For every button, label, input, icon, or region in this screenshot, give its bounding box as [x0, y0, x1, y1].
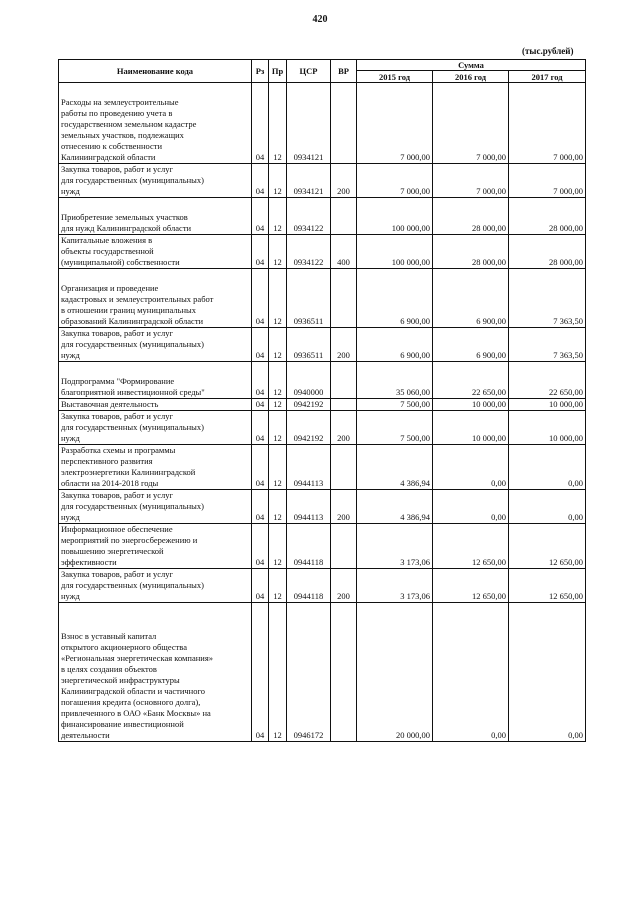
row-rz: 04 [252, 603, 269, 742]
row-csr: 0934122 [287, 198, 331, 235]
row-vr [331, 603, 357, 742]
row-sum-2015: 20 000,00 [357, 603, 433, 742]
row-csr: 0944118 [287, 569, 331, 603]
row-sum-2016: 6 900,00 [433, 269, 509, 328]
row-name: Закупка товаров, работ и услуг для государственных (муниципальных) нужд [59, 569, 252, 603]
row-rz: 04 [252, 198, 269, 235]
row-pr: 12 [269, 164, 287, 198]
row-rz: 04 [252, 445, 269, 490]
table-row [59, 524, 586, 569]
row-csr: 0946172 [287, 603, 331, 742]
row-rz: 04 [252, 524, 269, 569]
row-sum-2017: 0,00 [509, 490, 586, 524]
row-sum-2016: 10 000,00 [433, 399, 509, 411]
row-sum-2015: 7 000,00 [357, 83, 433, 164]
row-vr [331, 399, 357, 411]
row-sum-2017: 7 000,00 [509, 164, 586, 198]
row-sum-2017: 12 650,00 [509, 524, 586, 569]
row-csr: 0944113 [287, 490, 331, 524]
table-row [59, 490, 586, 524]
row-sum-2017: 7 000,00 [509, 83, 586, 164]
row-pr: 12 [269, 524, 287, 569]
row-sum-2016: 0,00 [433, 490, 509, 524]
row-csr: 0940000 [287, 362, 331, 399]
row-pr: 12 [269, 269, 287, 328]
row-sum-2016: 28 000,00 [433, 235, 509, 269]
row-sum-2015: 100 000,00 [357, 235, 433, 269]
row-pr: 12 [269, 490, 287, 524]
row-vr: 400 [331, 235, 357, 269]
row-sum-2016: 10 000,00 [433, 411, 509, 445]
row-sum-2015: 3 173,06 [357, 569, 433, 603]
row-sum-2015: 4 386,94 [357, 490, 433, 524]
header-sum: Сумма [357, 60, 586, 71]
header-name: Наименование кода [59, 60, 252, 83]
row-pr: 12 [269, 235, 287, 269]
row-sum-2015: 35 060,00 [357, 362, 433, 399]
row-rz: 04 [252, 569, 269, 603]
row-csr: 0942192 [287, 411, 331, 445]
row-vr: 200 [331, 328, 357, 362]
row-sum-2017: 28 000,00 [509, 235, 586, 269]
row-sum-2016: 12 650,00 [433, 569, 509, 603]
row-sum-2015: 7 500,00 [357, 411, 433, 445]
row-pr: 12 [269, 83, 287, 164]
row-pr: 12 [269, 362, 287, 399]
table-row [59, 198, 586, 235]
row-sum-2017: 12 650,00 [509, 569, 586, 603]
row-sum-2016: 7 000,00 [433, 83, 509, 164]
row-vr [331, 198, 357, 235]
row-csr: 0944113 [287, 445, 331, 490]
row-csr: 0936511 [287, 328, 331, 362]
row-name: Приобретение земельных участков для нужд Калининградской области [59, 198, 252, 235]
row-vr: 200 [331, 490, 357, 524]
row-rz: 04 [252, 235, 269, 269]
row-sum-2017: 7 363,50 [509, 328, 586, 362]
units-label: (тыс.рублей) [522, 46, 574, 56]
row-sum-2016: 7 000,00 [433, 164, 509, 198]
row-sum-2017: 10 000,00 [509, 399, 586, 411]
table-row [59, 235, 586, 269]
table-body [59, 83, 586, 742]
row-name: Подпрограмма "Формирование благоприятной инвестиционной среды" [59, 362, 252, 399]
header-2017: 2017 год [509, 71, 586, 83]
row-csr: 0936511 [287, 269, 331, 328]
row-sum-2016: 12 650,00 [433, 524, 509, 569]
table-row [59, 269, 586, 328]
budget-table [58, 59, 586, 742]
row-pr: 12 [269, 411, 287, 445]
table-row [59, 328, 586, 362]
row-vr [331, 445, 357, 490]
row-sum-2015: 6 900,00 [357, 328, 433, 362]
row-pr: 12 [269, 198, 287, 235]
row-name: Закупка товаров, работ и услуг для государственных (муниципальных) нужд [59, 164, 252, 198]
header-2015: 2015 год [357, 71, 433, 83]
row-name: Взнос в уставный капитал открытого акционерного общества «Региональная энергетическая компания» в целях создания объектов энергетической инфраструктуры Калининградской области и частичного погашения кредита (основного долга), привлеченного в ОАО «Банк Москвы» на финансирование инвестиционной деятельности [59, 603, 252, 742]
table-row [59, 569, 586, 603]
table-row [59, 399, 586, 411]
page-number: 420 [312, 14, 328, 25]
row-name: Информационное обеспечение мероприятий по энергосбережению и повышению энергетической эффективности [59, 524, 252, 569]
row-rz: 04 [252, 328, 269, 362]
row-pr: 12 [269, 603, 287, 742]
table-row [59, 411, 586, 445]
row-sum-2017: 7 363,50 [509, 269, 586, 328]
row-vr: 200 [331, 411, 357, 445]
row-sum-2017: 0,00 [509, 445, 586, 490]
table-row [59, 83, 586, 164]
row-vr: 200 [331, 569, 357, 603]
row-pr: 12 [269, 445, 287, 490]
row-vr: 200 [331, 164, 357, 198]
row-sum-2015: 3 173,06 [357, 524, 433, 569]
row-vr [331, 524, 357, 569]
row-sum-2017: 10 000,00 [509, 411, 586, 445]
row-csr: 0934122 [287, 235, 331, 269]
row-name: Капитальные вложения в объекты государственной (муниципальной) собственности [59, 235, 252, 269]
row-sum-2015: 6 900,00 [357, 269, 433, 328]
row-csr: 0944118 [287, 524, 331, 569]
row-sum-2016: 0,00 [433, 603, 509, 742]
row-sum-2015: 7 000,00 [357, 164, 433, 198]
row-pr: 12 [269, 328, 287, 362]
row-rz: 04 [252, 399, 269, 411]
header-pr: Пр [269, 60, 287, 83]
row-name: Закупка товаров, работ и услуг для государственных (муниципальных) нужд [59, 411, 252, 445]
row-name: Выставочная деятельность [59, 399, 252, 411]
table-row [59, 603, 586, 742]
table-row [59, 445, 586, 490]
row-name: Закупка товаров, работ и услуг для государственных (муниципальных) нужд [59, 490, 252, 524]
row-sum-2017: 22 650,00 [509, 362, 586, 399]
header-2016: 2016 год [433, 71, 509, 83]
row-sum-2016: 28 000,00 [433, 198, 509, 235]
row-vr [331, 269, 357, 328]
row-vr [331, 83, 357, 164]
row-name: Организация и проведение кадастровых и землеустроительных работ в отношении границ муниципальных образований Калининградской области [59, 269, 252, 328]
row-rz: 04 [252, 362, 269, 399]
row-name: Разработка схемы и программы перспективного развития электроэнергетики Калининградской области на 2014-2018 годы [59, 445, 252, 490]
row-pr: 12 [269, 569, 287, 603]
row-sum-2015: 7 500,00 [357, 399, 433, 411]
row-rz: 04 [252, 269, 269, 328]
row-csr: 0942192 [287, 399, 331, 411]
row-csr: 0934121 [287, 83, 331, 164]
row-rz: 04 [252, 83, 269, 164]
row-rz: 04 [252, 164, 269, 198]
row-rz: 04 [252, 411, 269, 445]
row-sum-2016: 6 900,00 [433, 328, 509, 362]
row-sum-2015: 100 000,00 [357, 198, 433, 235]
header-csr: ЦСР [287, 60, 331, 83]
row-name: Закупка товаров, работ и услуг для государственных (муниципальных) нужд [59, 328, 252, 362]
row-vr [331, 362, 357, 399]
row-sum-2017: 28 000,00 [509, 198, 586, 235]
row-sum-2016: 0,00 [433, 445, 509, 490]
table-row [59, 164, 586, 198]
row-pr: 12 [269, 399, 287, 411]
row-csr: 0934121 [287, 164, 331, 198]
row-sum-2016: 22 650,00 [433, 362, 509, 399]
row-rz: 04 [252, 490, 269, 524]
header-rz: Рз [252, 60, 269, 83]
row-name: Расходы на землеустроительные работы по проведению учета в государственном земельном кадастре земельных участков, подлежащих отнесению к собственности Калининградской области [59, 83, 252, 164]
table-row [59, 362, 586, 399]
row-sum-2017: 0,00 [509, 603, 586, 742]
header-vr: ВР [331, 60, 357, 83]
row-sum-2015: 4 386,94 [357, 445, 433, 490]
table-header [59, 60, 586, 83]
